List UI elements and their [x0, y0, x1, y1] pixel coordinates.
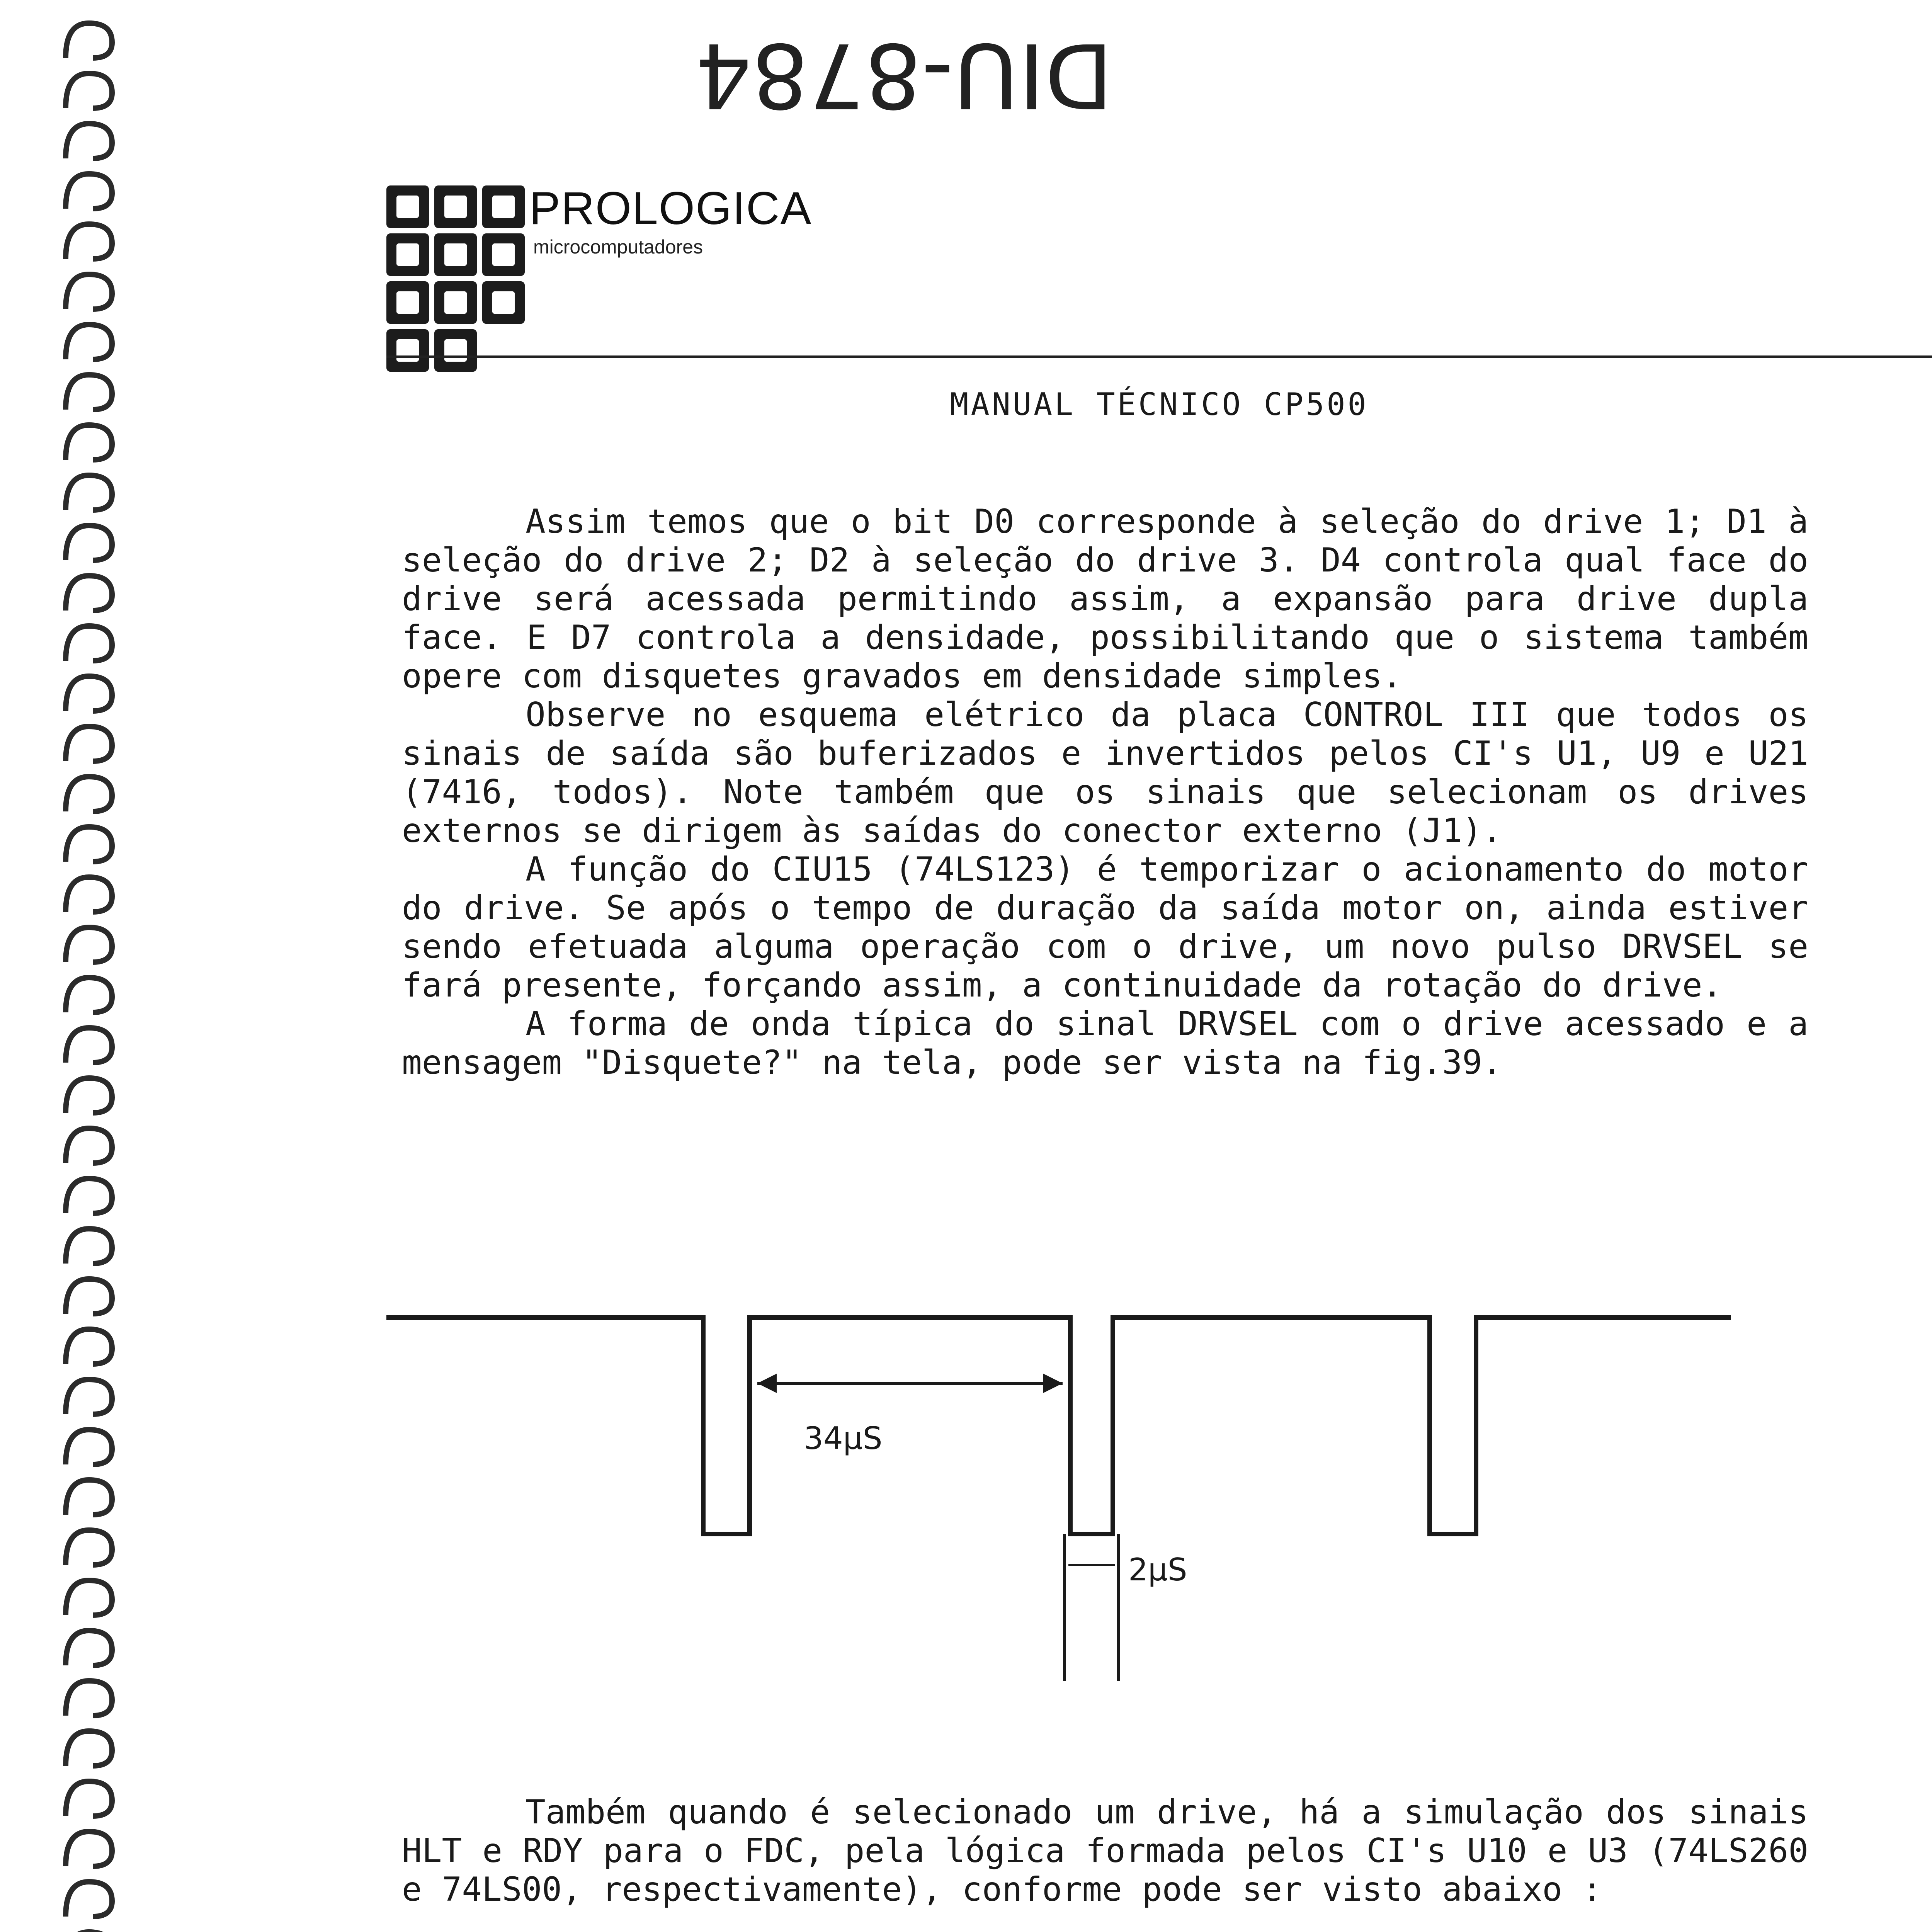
binding-mark — [66, 475, 112, 510]
binding-mark — [66, 978, 112, 1012]
binding-mark — [66, 626, 112, 661]
logo-block — [386, 185, 429, 228]
paragraph: A forma de onda típica do sinal DRVSEL com o drive acessado e a mensagem "Disquete?" na tela, pode ser vista na fig.39. — [402, 1005, 1808, 1082]
logo-block — [386, 281, 429, 324]
brand-name: PROLOGICA — [529, 182, 812, 234]
paragraph: A função do CIU15 (74LS123) é temporizar o acionamento do motor do drive. Se após o tempo de duração da saída motor on, ainda estiver sendo efetuada alguma operação com o drive, um novo pulso DRVSEL se fará presente, forçando assim, a continuidade da rotação do drive. — [402, 850, 1808, 1005]
binding-mark — [66, 325, 112, 359]
binding-mark — [66, 927, 112, 962]
binding-mark — [66, 375, 112, 410]
logo-block — [434, 233, 477, 276]
waveform-figure — [386, 1294, 1739, 1719]
binding-mark — [66, 1078, 112, 1113]
binding-mark — [66, 1229, 112, 1264]
paragraph: Observe no esquema elétrico da placa CONTROL III que todos os sinais de saída são buferizados e invertidos pelos CI's U1, U9 e U21 (7416, todos). Note também que os sinais que selecionam os drives externos se dirigem às saídas do conector externo (J1). — [402, 696, 1808, 850]
logo-mark — [386, 185, 525, 372]
binding-mark — [66, 1179, 112, 1213]
binding-mark — [66, 877, 112, 912]
binding-mark — [66, 1832, 112, 1866]
binding-mark — [66, 1530, 112, 1565]
logo-block — [386, 233, 429, 276]
binding-mark — [66, 726, 112, 761]
pulse-label: 2µS — [1128, 1552, 1187, 1588]
binding-marks — [66, 23, 112, 1932]
arrowhead — [1043, 1374, 1063, 1393]
binding-mark — [66, 526, 112, 560]
binding-mark — [66, 73, 112, 108]
binding-mark — [66, 1580, 112, 1615]
binding-mark — [66, 576, 112, 611]
binding-mark — [66, 1028, 112, 1063]
arrowhead — [757, 1374, 777, 1393]
logo-block — [434, 185, 477, 228]
binding-mark — [66, 23, 112, 58]
logo-block — [434, 329, 477, 372]
binding-mark — [66, 827, 112, 862]
brand-tagline: microcomputadores — [533, 236, 703, 258]
binding-mark — [66, 1731, 112, 1766]
title-wrap — [386, 386, 1932, 422]
binding-mark — [66, 1882, 112, 1917]
body-text — [402, 502, 1808, 1082]
binding-mark — [66, 274, 112, 309]
binding-strip — [58, 0, 135, 1932]
logo-block — [482, 281, 525, 324]
binding-mark — [66, 425, 112, 460]
paragraph: Assim temos que o bit D0 corresponde à seleção do drive 1; D1 à seleção do drive 2; D2 à seleção do drive 3. D4 controla qual face do drive será acessada permitindo assim, a expansão para drive dupla face. E D7 controla a densidade, possibilitando que o sistema também opere com disquetes gravados em densidade simples. — [402, 502, 1808, 696]
binding-mark — [66, 1430, 112, 1464]
waveform-trace — [386, 1318, 1731, 1534]
binding-mark — [66, 174, 112, 209]
binding-mark — [66, 1128, 112, 1163]
binding-mark — [66, 1279, 112, 1314]
binding-mark — [66, 224, 112, 259]
period-label: 34µS — [804, 1420, 883, 1456]
binding-mark — [66, 124, 112, 158]
binding-mark — [66, 1781, 112, 1816]
header-rule — [386, 355, 1932, 358]
body-text-2 — [402, 1793, 1808, 1909]
logo-block — [482, 185, 525, 228]
document-title: MANUAL TÉCNICO CP500 — [950, 386, 1369, 422]
binding-mark — [66, 1329, 112, 1364]
logo-block — [482, 329, 525, 372]
top-handwritten-note: DIU-8784 — [695, 23, 1113, 126]
binding-mark — [66, 1681, 112, 1716]
logo-block — [386, 329, 429, 372]
logo — [386, 185, 525, 372]
paragraph: Também quando é selecionado um drive, há a simulação dos sinais HLT e RDY para o FDC, pela lógica formada pelos CI's U10 e U3 (74LS260 e 74LS00, respectivamente), conforme pode ser visto abaixo : — [402, 1793, 1808, 1909]
binding-mark — [66, 1631, 112, 1665]
logo-block — [482, 233, 525, 276]
logo-block — [434, 281, 477, 324]
binding-mark — [66, 1379, 112, 1414]
binding-mark — [66, 1480, 112, 1515]
binding-mark — [66, 676, 112, 711]
binding-mark — [66, 777, 112, 811]
